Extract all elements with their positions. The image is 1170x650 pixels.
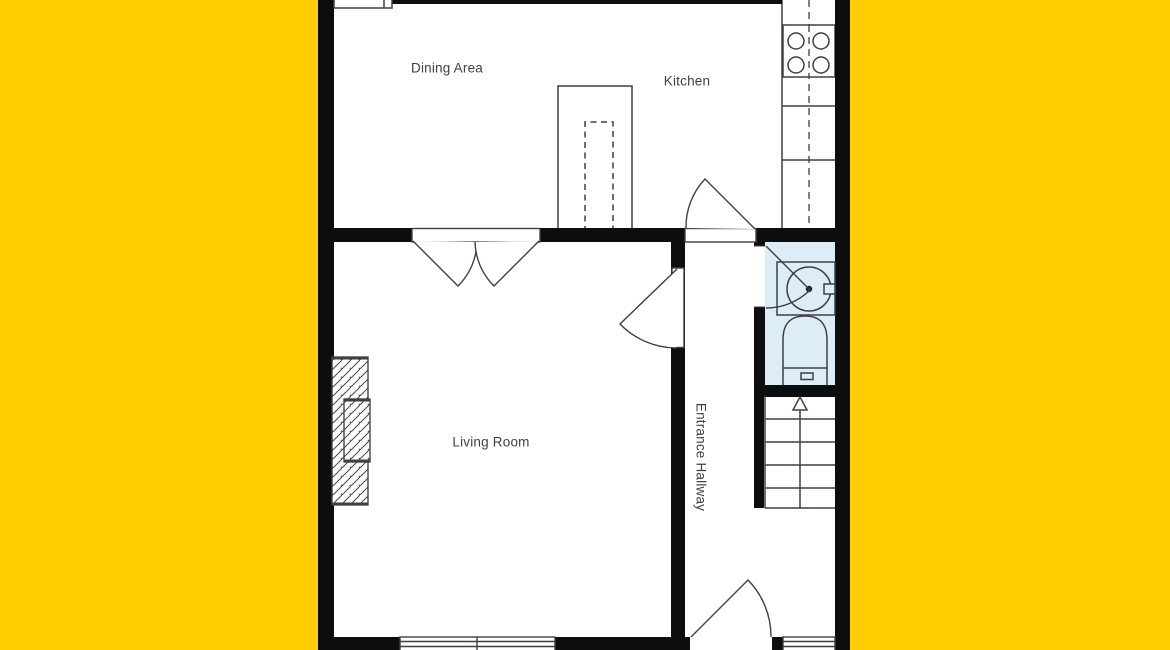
living-room-label: Living Room — [452, 434, 530, 450]
left-wall — [318, 0, 334, 650]
staircase-icon — [765, 396, 835, 508]
kitchen-label: Kitchen — [663, 73, 711, 89]
entrance-hallway-label: Entrance Hallway — [693, 402, 709, 512]
front-door — [690, 580, 772, 650]
fireplace-icon — [332, 357, 370, 505]
stove-icon — [783, 25, 835, 77]
hall-window — [783, 637, 835, 650]
dining-peninsula — [558, 86, 632, 232]
stairs-side-wall — [754, 397, 764, 508]
living-hall-door — [620, 268, 684, 348]
living-room-window — [400, 637, 555, 650]
bathroom-door — [754, 246, 765, 307]
bathroom-bottom-wall — [754, 385, 835, 397]
dining-area-label: Dining Area — [411, 60, 483, 76]
toilet-icon — [783, 316, 827, 385]
stairs-up-arrow-icon — [793, 397, 807, 410]
top-cabinet — [334, 0, 392, 8]
right-wall — [835, 0, 850, 650]
kitchen-hall-door — [685, 179, 756, 242]
middle-wall — [334, 228, 835, 242]
french-double-doors — [412, 229, 540, 287]
